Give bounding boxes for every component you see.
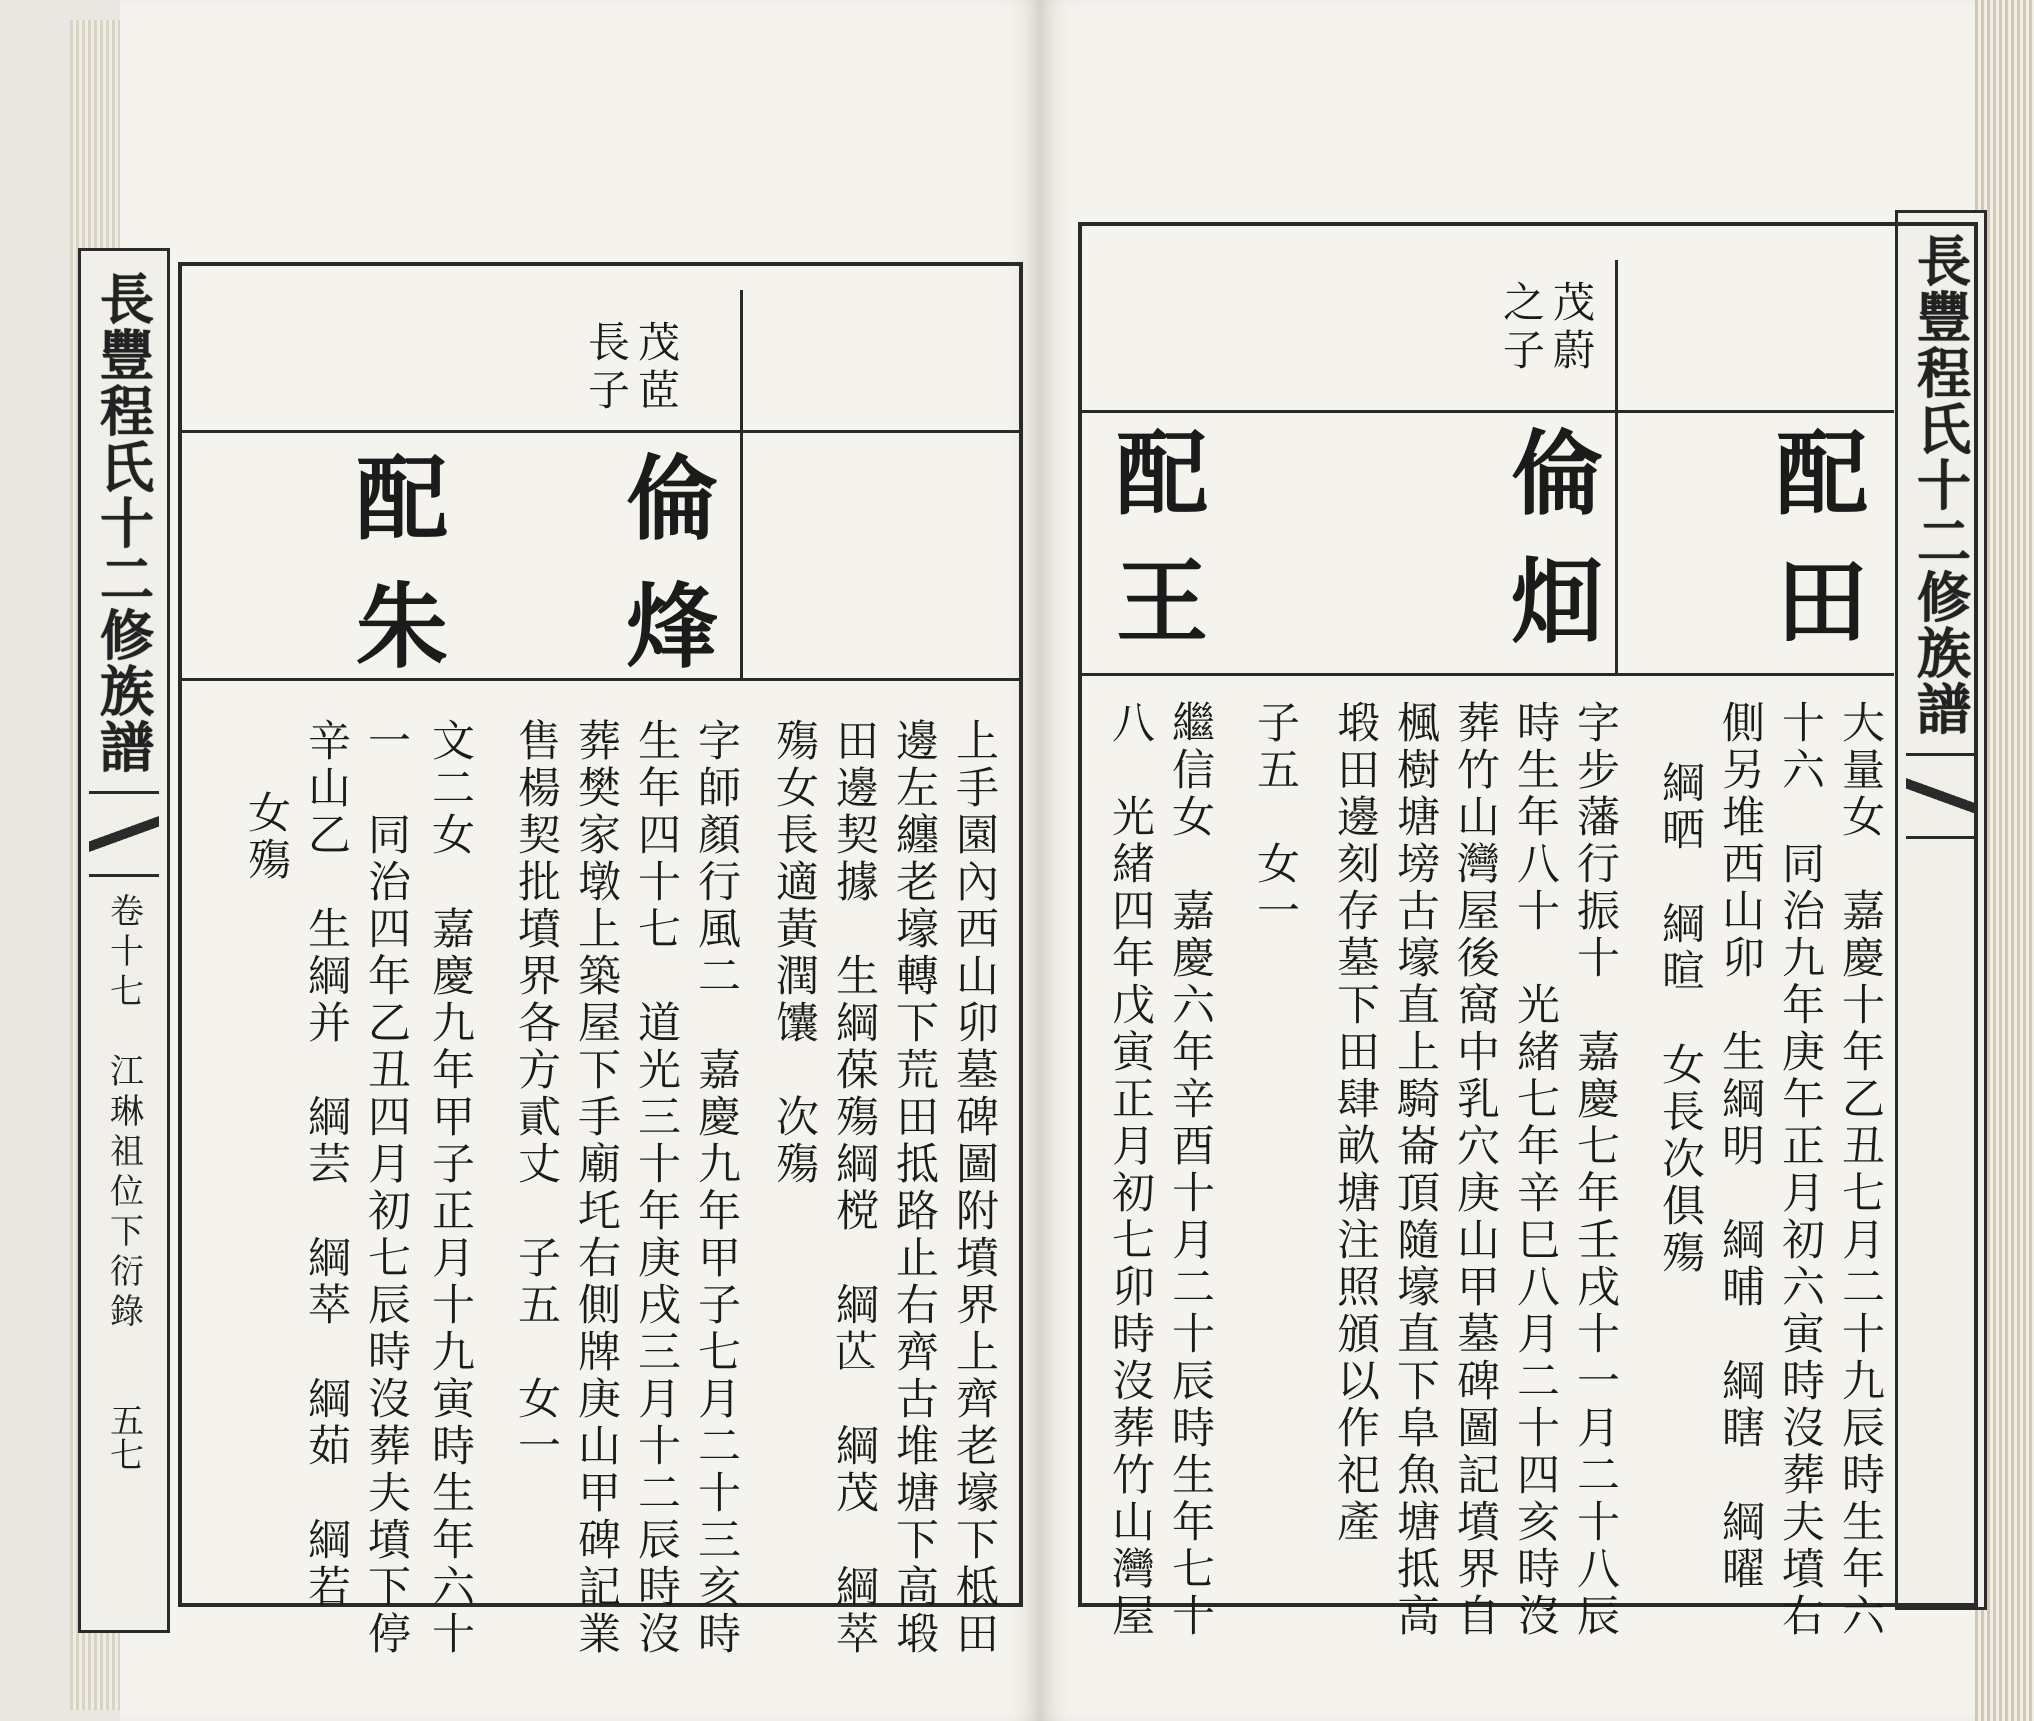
page-number: 五七 bbox=[103, 1403, 144, 1471]
right-col-2: 十六 同治九年庚午正月初六寅時沒葬夫墳右 bbox=[1775, 700, 1825, 1640]
volume-label: 卷十七 bbox=[103, 893, 144, 1013]
right-col-3: 側另堆西山卯 生綱明 綱晡 綱瞎 綱曜 bbox=[1715, 700, 1765, 1593]
left-col-9: 文二女 嘉慶九年甲子正月十九寅時生年六十 bbox=[425, 718, 475, 1658]
section-label: 江琳祖位下衍錄 bbox=[103, 1053, 144, 1333]
right-spouse2-name: 配王 bbox=[1101, 425, 1209, 681]
left-col-3: 田邊契據 生綱葆殤綱𣗋 綱𦬆 綱茂 綱萃 bbox=[829, 718, 879, 1658]
left-col-5: 字師顏行風二 嘉慶九年甲子七月二十三亥時 bbox=[691, 718, 741, 1658]
left-col-6: 生年四十七 道光三十年庚戌三月十二辰時沒 bbox=[631, 718, 681, 1658]
right-col-6: 時生年八十 光緒七年辛巳八月二十四亥時沒 bbox=[1510, 700, 1560, 1640]
right-spouse1-name: 配田 bbox=[1761, 425, 1869, 681]
book-title-right: 長豐程氏十二修族譜 bbox=[1908, 233, 1973, 737]
left-col-1: 上手園內西山卯墓碑圖附墳界上齊老壕下柢田 bbox=[949, 718, 999, 1658]
right-header-divider bbox=[1082, 410, 1894, 413]
left-col-8: 售楊契批墳界各方貳丈 子五 女一 bbox=[511, 718, 561, 1470]
book-title: 長豐程氏十二修族譜 bbox=[91, 271, 156, 775]
right-col-rule bbox=[1615, 260, 1618, 676]
left-col-10: 一 同治四年乙丑四月初七辰時沒葬夫墳下停 bbox=[361, 718, 411, 1658]
fish-tail-ornament bbox=[89, 791, 159, 877]
right-person-name: 倫𤇆 bbox=[1496, 425, 1604, 681]
left-person-name: 倫烽 bbox=[611, 450, 719, 706]
right-col-5: 字步藩行振十 嘉慶七年壬戌十一月二十八辰 bbox=[1570, 700, 1620, 1640]
right-parent-col1: 茂蔚 bbox=[1547, 280, 1596, 376]
left-col-4: 殤女長適黃潤馕 次殤 bbox=[769, 718, 819, 1188]
left-col-12: 女殤 bbox=[241, 790, 291, 884]
right-col-8: 楓樹塘塝古壕直上騎崙頂隨壕直下阜魚塘抵高 bbox=[1390, 700, 1440, 1640]
right-col-1: 大量女 嘉慶十年乙丑七月二十九辰時生年六 bbox=[1835, 700, 1885, 1640]
right-col-4: 綱晒 綱暄 女長次俱殤 bbox=[1655, 760, 1705, 1277]
left-col-2: 邊左纏老壕轉下荒田抵路止右齊古堆塘下高塅 bbox=[889, 718, 939, 1658]
right-col-11: 繼信女 嘉慶六年辛酉十月二十辰時生年七十 bbox=[1165, 700, 1215, 1640]
right-col-7: 葬竹山灣屋後窩中乳穴庚山甲墓碑圖記墳界自 bbox=[1450, 700, 1500, 1640]
left-col-11: 辛山乙 生綱并 綱芸 綱萃 綱茹 綱若 bbox=[301, 718, 351, 1611]
left-header-divider bbox=[182, 430, 1019, 433]
left-col-7: 葬樊家墩上築屋下手廟圫右側牌庚山甲碑記業 bbox=[571, 718, 621, 1658]
left-parent-col1: 茂茝 bbox=[632, 320, 681, 416]
left-spouse-name: 配朱 bbox=[341, 450, 449, 706]
left-col-rule bbox=[740, 290, 743, 680]
left-parent-col2: 長子 bbox=[582, 320, 631, 416]
right-col-9: 塅田邊刻存墓下田肆畝塘注照頒以作祀產 bbox=[1330, 700, 1380, 1546]
right-col-10: 子五 女一 bbox=[1250, 700, 1300, 935]
right-col-12: 八 光緒四年戊寅正月初七卯時沒葬竹山灣屋 bbox=[1105, 700, 1155, 1640]
right-parent-col2: 之子 bbox=[1497, 280, 1546, 376]
left-title-strip bbox=[78, 248, 170, 1633]
